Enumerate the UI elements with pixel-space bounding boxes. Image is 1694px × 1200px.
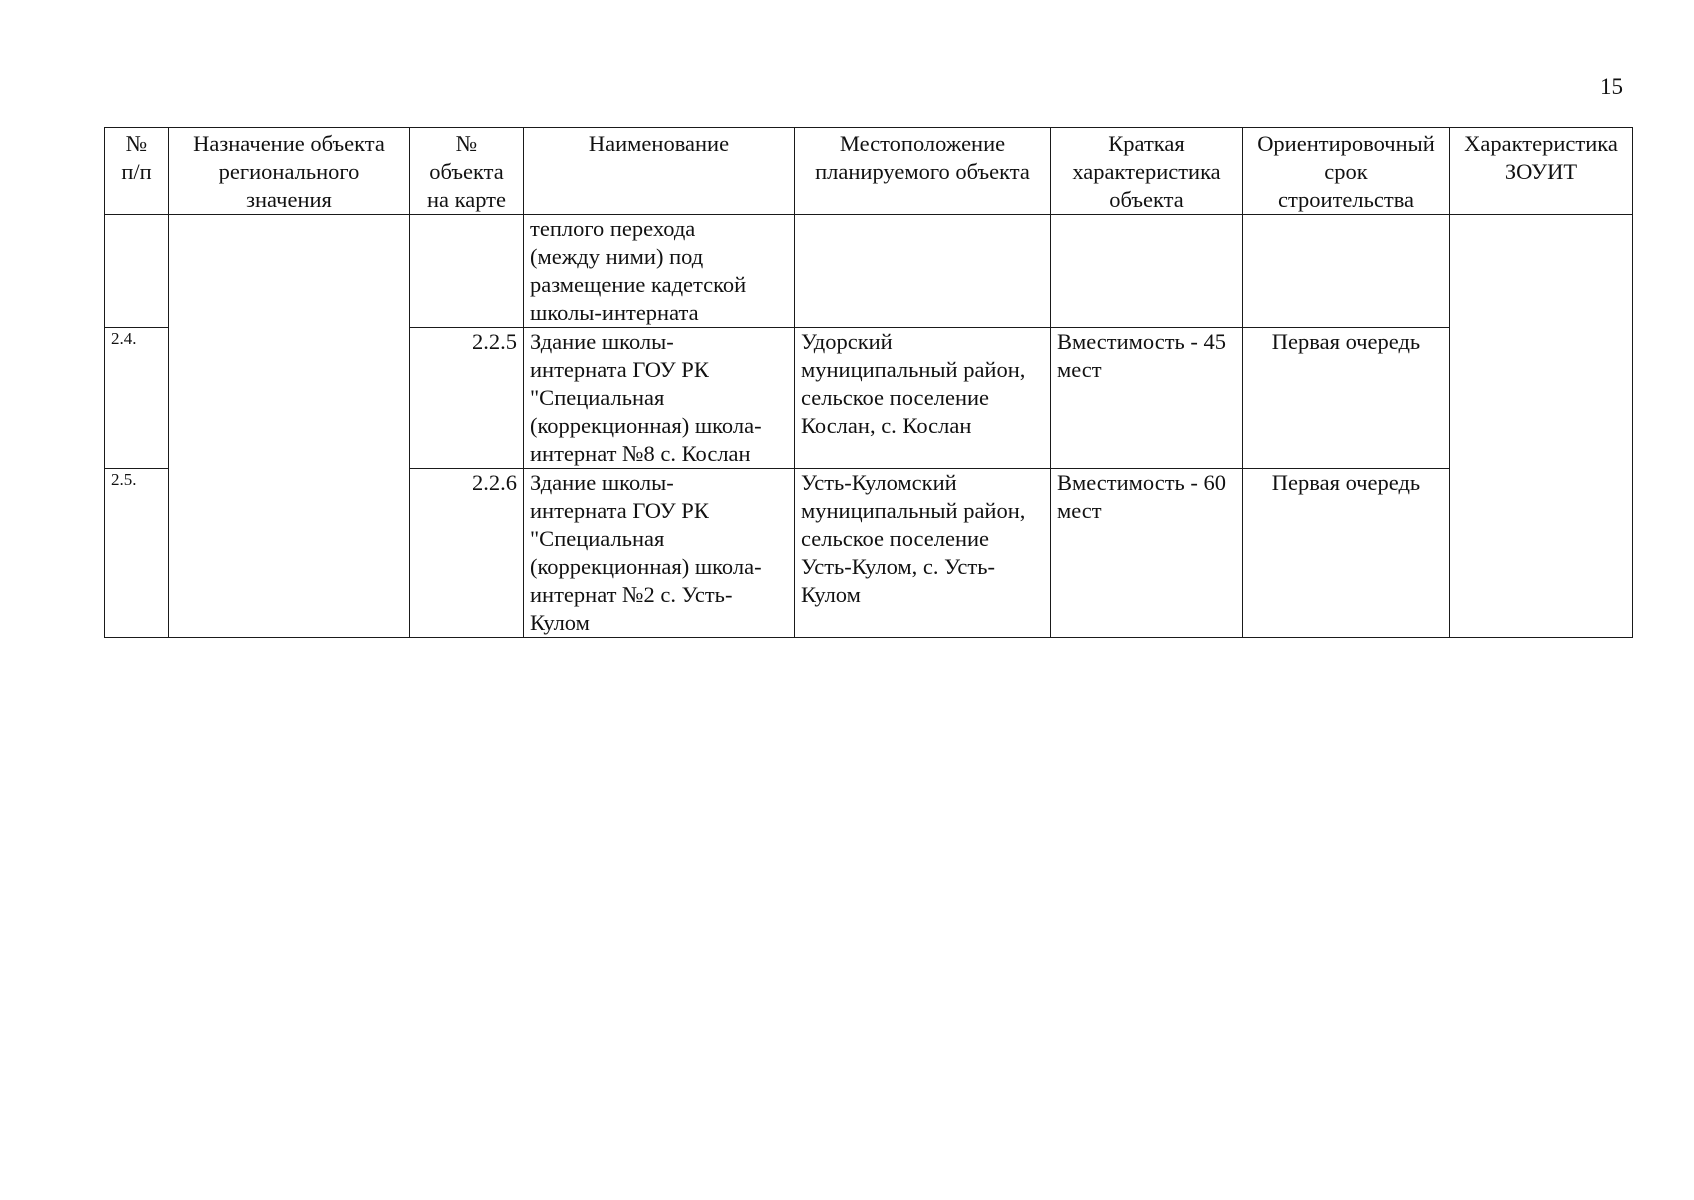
cell-zouit-merged	[1450, 215, 1633, 638]
table-row	[105, 215, 1633, 328]
cell-name-line: Кулом	[530, 610, 590, 635]
cell-num	[105, 215, 169, 328]
cell-term	[1243, 215, 1450, 328]
cell-purpose-merged	[169, 215, 410, 638]
cell-name-line: (коррекционная) школа-	[530, 554, 762, 579]
cell-name	[524, 328, 795, 469]
header-location-line: Местоположение	[839, 131, 1006, 156]
cell-term: Первая очередь	[1243, 328, 1450, 469]
cell-location-line: Усть-Кулом, с. Усть-	[801, 554, 995, 579]
header-location	[795, 128, 1051, 215]
table-header-row	[105, 128, 1633, 215]
header-zouit	[1450, 128, 1633, 215]
cell-location-line: Удорский	[801, 329, 893, 354]
cell-characteristic-line: мест	[1057, 357, 1102, 382]
cell-name-line: "Специальная	[530, 385, 665, 410]
cell-location-line: Кослан, с. Кослан	[801, 413, 972, 438]
objects-table	[104, 127, 1633, 638]
cell-term: Первая очередь	[1243, 469, 1450, 638]
header-characteristic-line: объекта	[1109, 187, 1184, 212]
cell-name	[524, 215, 795, 328]
cell-name-line: интерната ГОУ РК	[530, 357, 709, 382]
page-number: 15	[1600, 74, 1623, 99]
cell-characteristic-line: Вместимость - 60	[1057, 470, 1227, 495]
header-map-line: №	[455, 131, 478, 156]
cell-location-line: Усть-Куломский	[801, 470, 957, 495]
cell-location	[795, 469, 1051, 638]
header-map-line: на карте	[426, 187, 506, 212]
header-num	[105, 128, 169, 215]
cell-characteristic-line: мест	[1057, 498, 1102, 523]
header-characteristic-line: характеристика	[1072, 159, 1221, 184]
cell-characteristic-line: Вместимость - 45	[1057, 329, 1227, 354]
cell-characteristic	[1051, 328, 1243, 469]
header-zouit-line: Характеристика	[1464, 131, 1618, 156]
cell-location	[795, 328, 1051, 469]
header-name	[524, 128, 795, 215]
header-term	[1243, 128, 1450, 215]
cell-name-line: "Специальная	[530, 526, 665, 551]
cell-num: 2.4.	[105, 328, 169, 469]
cell-map-number	[410, 215, 524, 328]
header-purpose-line: Назначение объекта	[193, 131, 385, 156]
cell-location-line: муниципальный район,	[801, 357, 1026, 382]
cell-location-line: муниципальный район,	[801, 498, 1026, 523]
header-term-line: Ориентировочный	[1257, 131, 1435, 156]
cell-name-line: теплого перехода	[530, 216, 696, 241]
header-map-line: объекта	[429, 159, 504, 184]
cell-name-line: (коррекционная) школа-	[530, 413, 762, 438]
cell-location-line: Кулом	[801, 582, 861, 607]
cell-name-line: интерната ГОУ РК	[530, 498, 709, 523]
header-purpose-line: значения	[246, 187, 332, 212]
cell-num: 2.5.	[105, 469, 169, 638]
cell-map-number: 2.2.5	[410, 328, 524, 469]
header-zouit-line: ЗОУИТ	[1504, 159, 1578, 184]
header-num-line: п/п	[121, 159, 152, 184]
header-purpose	[169, 128, 410, 215]
cell-map-number: 2.2.6	[410, 469, 524, 638]
cell-location-line: сельское поселение	[801, 385, 990, 410]
header-term-line: строительства	[1277, 187, 1415, 212]
cell-name-line: (между ними) под	[530, 244, 704, 269]
cell-characteristic	[1051, 215, 1243, 328]
cell-name-line: интернат №8 с. Кослан	[530, 441, 751, 466]
header-map-number	[410, 128, 524, 215]
header-location-line: планируемого объекта	[815, 159, 1030, 184]
cell-name-line: школы-интерната	[530, 300, 699, 325]
header-characteristic	[1051, 128, 1243, 215]
cell-characteristic	[1051, 469, 1243, 638]
header-name-line: Наименование	[588, 131, 730, 156]
header-num-line: №	[125, 131, 148, 156]
cell-name-line: Здание школы-	[530, 470, 674, 495]
cell-name	[524, 469, 795, 638]
cell-name-line: Здание школы-	[530, 329, 674, 354]
cell-name-line: размещение кадетской	[530, 272, 747, 297]
header-purpose-line: регионального	[218, 159, 360, 184]
header-characteristic-line: Краткая	[1108, 131, 1185, 156]
cell-location	[795, 215, 1051, 328]
cell-name-line: интернат №2 с. Усть-	[530, 582, 733, 607]
cell-location-line: сельское поселение	[801, 526, 990, 551]
header-term-line: срок	[1324, 159, 1368, 184]
